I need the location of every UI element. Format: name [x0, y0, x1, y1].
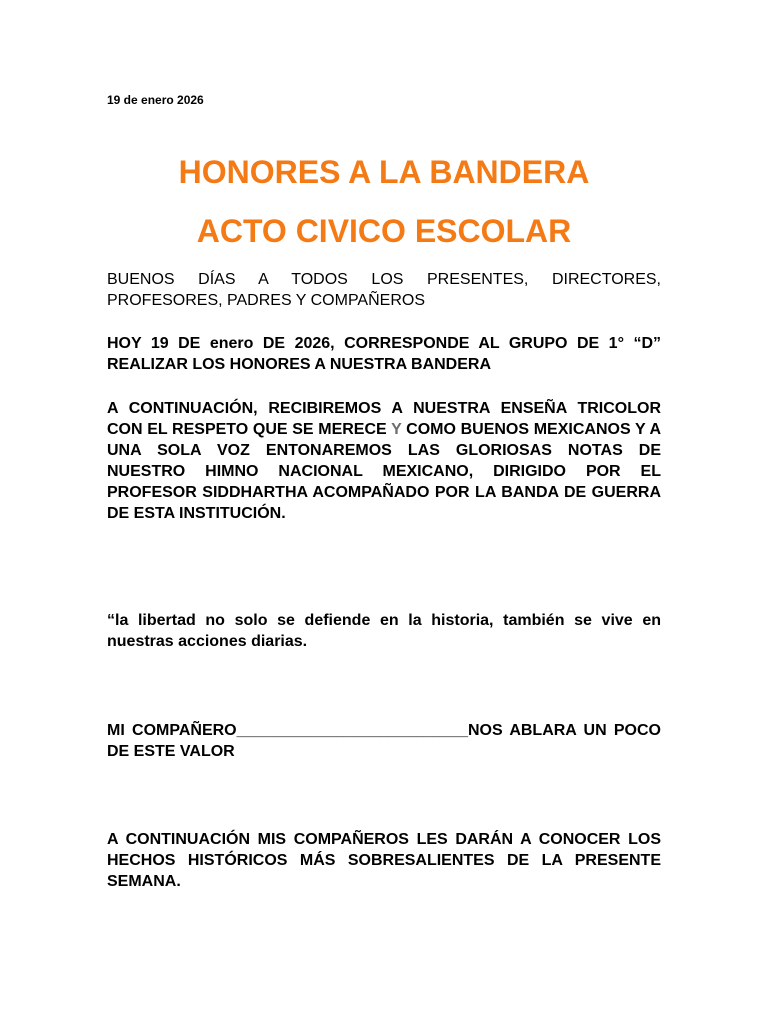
continuation-text-start: A CONTINUACIÓN, RECIBIREMOS A NUESTRA ENSEÑA TRICOLOR CON EL RESPETO QUE SE MERECE [107, 400, 661, 438]
continuation-paragraph [107, 398, 661, 524]
document-title: HONORES A LA BANDERA [178, 154, 590, 190]
announcement-paragraph: HOY 19 DE enero DE 2026, CORRESPONDE AL GRUPO DE 1° “D” REALIZAR LOS HONORES A NUESTRA BANDERA [107, 335, 661, 373]
document-subtitle: ACTO CIVICO ESCOLAR [196, 213, 572, 249]
document-date: 19 de enero 2026 [107, 93, 204, 107]
continuation-conjunction: Y [391, 421, 402, 438]
greeting-paragraph: BUENOS DÍAS A TODOS LOS PRESENTES, DIRECTORES, PROFESORES, PADRES Y COMPAÑEROS [107, 271, 661, 309]
quote-paragraph: “la libertad no solo se defiende en la historia, también se vive en nuestras acciones diarias. [107, 612, 661, 650]
closing-paragraph: A CONTINUACIÓN MIS COMPAÑEROS LES DARÁN A CONOCER LOS HECHOS HISTÓRICOS MÁS SOBRESALIENTES DE LA PRESENTE SEMANA. [107, 831, 661, 890]
continuation-text-end: COMO BUENOS MEXICANOS Y A UNA SOLA VOZ ENTONAREMOS LAS GLORIOSAS NOTAS DE NUESTRO HIMNO NACIONAL MEXICANO, DIRIGIDO POR EL PROFESOR SIDDHARTHA ACOMPAÑADO POR LA BANDA DE GUERRA DE ESTA INSTITUCIÓN. [107, 421, 662, 522]
companion-paragraph: MI COMPAÑERO__________________________NOS ABLARA UN POCO DE ESTE VALOR [107, 722, 661, 760]
